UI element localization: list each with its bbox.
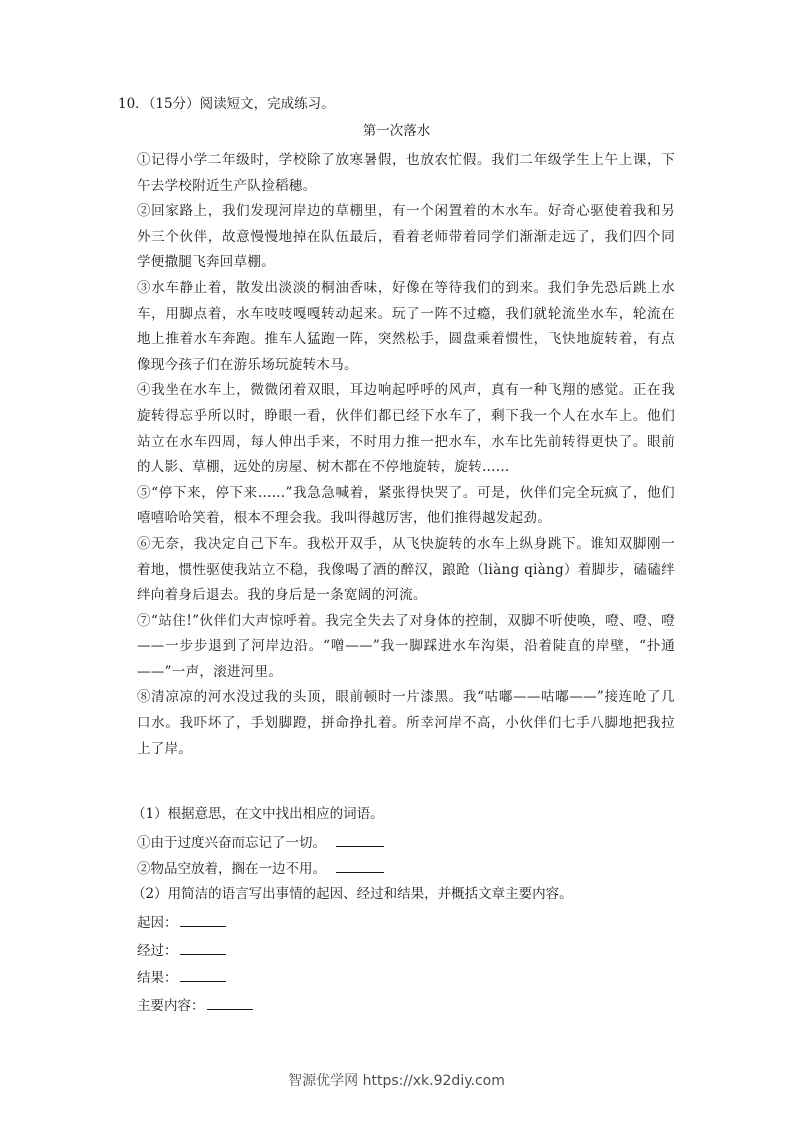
paragraph-6: ⑥无奈，我决定自己下车。我松开双手，从飞快旋转的水车上纵身跳下。谁知双脚刚一着地，惯性驱使我站立不稳，我像喝了酒的醉汉，踉跄（liàng qiàng）着脚步，磕磕绊绊向着身后退去。我的身后是一条宽阔的河流。 [137, 535, 675, 604]
paragraph-5: ⑤“停下来，停下来……”我急急喊着，紧张得快哭了。可是，伙伴们完全玩疯了，他们嘻嘻哈哈笑着，根本不理会我。我叫得越厉害，他们推得越发起劲。 [137, 484, 675, 527]
subquestion-1b-text: ②物品空放着，搁在一边不用。 [137, 861, 326, 877]
answer-blank-cause[interactable] [180, 912, 226, 927]
paragraph-4: ④我坐在水车上，微微闭着双眼，耳边响起呼呼的风声，真有一种飞翔的感觉。正在我旋转得忘乎所以时，睁眼一看，伙伴们都已经下水车了，剩下我一个人在水车上。他们站立在水车四周，每人伸出手来，不时用力推一把水车，水车比先前转得更快了。眼前的人影、草棚，远处的房屋、树木都在不停地旋转，旋转…… [137, 382, 675, 476]
watermark-footer[interactable]: 智源优学网 https://xk.92diy.com [288, 1073, 505, 1089]
result-row [137, 967, 226, 988]
main-content-label: 主要内容： [137, 998, 205, 1014]
answer-blank-1b[interactable] [336, 858, 384, 873]
answer-blank-result[interactable] [180, 967, 226, 982]
question-header: 10．（15分）阅读短文，完成练习。 [118, 96, 335, 112]
paragraph-8: ⑧清凉凉的河水没过我的头顶，眼前顿时一片漆黑。我“咕嘟——咕嘟——”接连呛了几口水。我吓坏了，手划脚蹬，拼命挣扎着。所幸河岸不高，小伙伴们七手八脚地把我拉上了岸。 [137, 689, 675, 757]
passage-title: 第一次落水 [362, 123, 431, 139]
paragraph-3: ③水车静止着，散发出淡淡的桐油香味，好像在等待我们的到来。我们争先恐后跳上水车，用脚点着，水车吱吱嘎嘎转动起来。玩了一阵不过瘾，我们就轮流坐水车，轮流在地上推着水车奔跑。推车人猛跑一阵，突然松手，圆盘乘着惯性，飞快地旋转着，有点像现今孩子们在游乐场玩旋转木马。 [137, 279, 675, 373]
subquestion-1: （1）根据意思，在文中找出相应的词语。 [132, 806, 384, 822]
process-label: 经过： [137, 943, 178, 959]
subquestion-1a [137, 832, 384, 853]
paragraph-7: ⑦“站住!”伙伴们大声惊呼着。我完全失去了对身体的控制，双脚不听使唤，噔、噔、噔——一步步退到了河岸边沿。“噌——”我一脚踩进水车沟渠，沿着陡直的岸壁，“扑通——”一声，滚进河里。 [137, 612, 675, 680]
cause-label: 起因： [137, 915, 178, 931]
process-row [137, 940, 226, 961]
paragraph-1: ①记得小学二年级时，学校除了放寒暑假，也放农忙假。我们二年级学生上午上课，下午去学校附近生产队捡稻穗。 [137, 152, 675, 194]
result-label: 结果： [137, 970, 178, 986]
answer-blank-process[interactable] [180, 940, 226, 955]
subquestion-1b [137, 858, 384, 879]
paragraph-2: ②回家路上，我们发现河岸边的草棚里，有一个闲置着的木水车。好奇心驱使着我和另外三个伙伴，故意慢慢地掉在队伍最后，看着老师带着同学们渐渐走远了，我们四个同学便撒腿飞奔回草棚。 [137, 203, 675, 271]
subquestion-2: （2）用简洁的语言写出事情的起因、经过和结果，并概括文章主要内容。 [132, 886, 573, 902]
cause-row [137, 912, 226, 933]
main-content-row [137, 995, 253, 1016]
answer-blank-main[interactable] [207, 995, 253, 1010]
subquestion-1a-text: ①由于过度兴奋而忘记了一切。 [137, 835, 326, 851]
passage-body [137, 148, 675, 762]
answer-blank-1a[interactable] [336, 832, 384, 847]
